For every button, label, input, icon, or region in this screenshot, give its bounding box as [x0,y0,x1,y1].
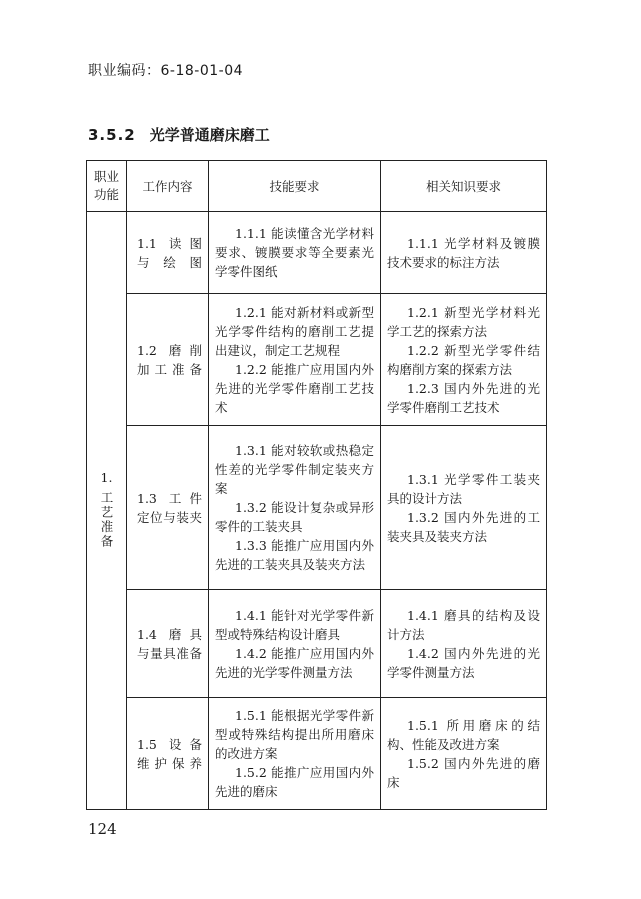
table-row [87,590,547,698]
work-content-cell [127,212,209,294]
table-row [87,426,547,590]
function-name: 工艺准备 [99,490,114,549]
work-content-line: 1.4 磨具 [137,626,202,642]
header-function [87,161,127,212]
header-work-content: 工作内容 [127,161,209,212]
knowledge-item: 1.3.1 光学零件工装夹具的设计方法 [387,471,540,506]
knowledge-item: 1.2.3 国内外先进的光学零件磨削工艺技术 [387,380,540,415]
knowledge-item: 1.2.1 新型光学材料光学工艺的探索方法 [387,304,540,339]
knowledge-item: 1.5.1 所用磨床的结构、性能及改进方案 [387,717,540,752]
knowledge-item: 1.1.1 光学材料及镀膜技术要求的标注方法 [387,235,540,270]
skills-standard-table [86,160,547,810]
work-content-line: 1.2 磨削 [137,342,202,358]
work-content-line: 加工准备 [137,361,202,377]
work-content-cell [127,590,209,698]
section-number: 3.5.2 [88,126,136,144]
skill-item: 1.1.1 能读懂含光学材料要求、镀膜要求等全要素光学零件图纸 [215,226,374,279]
table-row [87,698,547,810]
skill-item: 1.4.1 能针对光学零件新型或特殊结构设计磨具 [215,607,374,642]
knowledge-cell [381,590,547,698]
skill-item: 1.2.1 能对新材料或新型光学零件结构的磨削工艺提出建议，制定工艺规程 [215,304,374,358]
skill-item: 1.3.3 能推广应用国内外先进的工装夹具及装夹方法 [215,538,374,572]
skill-item: 1.2.2 能推广应用国内外先进的光学零件磨削工艺技术 [215,361,374,415]
knowledge-item: 1.5.2 国内外先进的磨床 [387,755,540,790]
work-content-cell [127,294,209,426]
skill-item: 1.3.1 能对较软或热稳定性差的光学零件制定装夹方案 [215,443,374,496]
work-content-line: 1.5 设备 [137,736,202,752]
occupation-code: 职业编码：6-18-01-04 [88,63,244,79]
work-content-line: 与绘图 [137,254,202,270]
skill-item: 1.3.2 能设计复杂或异形零件的工装夹具 [215,500,374,534]
work-content-line: 定位与装夹 [137,509,202,525]
work-content-line: 维护保养 [137,755,202,771]
table-header-row [87,161,547,212]
header-function-line2: 功能 [93,187,119,202]
knowledge-item: 1.3.2 国内外先进的工装夹具及装夹方法 [387,509,540,544]
header-knowledge: 相关知识要求 [381,161,547,212]
knowledge-cell [381,294,547,426]
work-content-cell [127,698,209,810]
work-content-line: 1.1 读图 [137,235,202,251]
knowledge-item: 1.2.2 新型光学零件结构磨削方案的探索方法 [387,342,540,377]
function-cell [87,212,127,810]
section-title [88,124,270,145]
section-title-text: 光学普通磨床磨工 [149,126,270,144]
knowledge-cell [381,426,547,590]
knowledge-cell [381,212,547,294]
skill-cell [209,294,381,426]
table-row [87,212,547,294]
skill-item: 1.5.1 能根据光学零件新型或特殊结构提出所用磨床的改进方案 [215,708,374,761]
work-content-line: 与量具准备 [137,645,202,661]
work-content-line: 1.3 工件 [137,490,202,506]
skill-cell [209,212,381,294]
table-row [87,294,547,426]
function-number: 1. [100,469,113,485]
knowledge-item: 1.4.2 国内外先进的光学零件测量方法 [387,645,540,680]
knowledge-item: 1.4.1 磨具的结构及设计方法 [387,607,540,642]
skill-cell [209,590,381,698]
skill-cell [209,426,381,590]
header-skill: 技能要求 [209,161,381,212]
header-function-line1: 职业 [93,169,119,184]
work-content-cell [127,426,209,590]
page-number: 124 [88,820,117,838]
skill-cell [209,698,381,810]
skill-item: 1.4.2 能推广应用国内外先进的光学零件测量方法 [215,645,374,680]
skill-item: 1.5.2 能推广应用国内外先进的磨床 [215,765,374,799]
knowledge-cell [381,698,547,810]
